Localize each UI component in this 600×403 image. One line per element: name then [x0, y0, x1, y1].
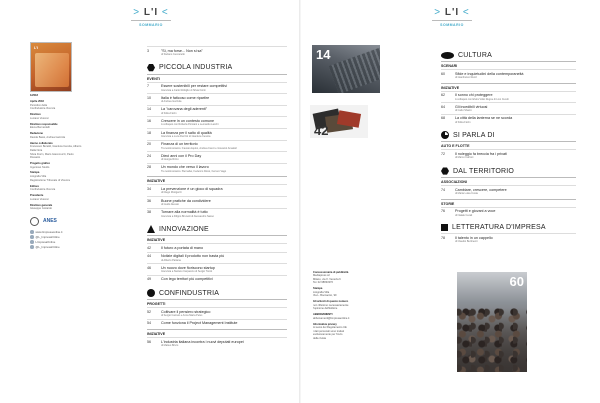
toc-left: [147, 46, 287, 349]
section-title: PICCOLA INDUSTRIA: [159, 64, 233, 72]
imprint-line: Milano, via X. Venezia 6: [313, 277, 341, 281]
meta-line: Silvia Fiorin, Mario Giacomuzzi, Paolo Rossetto: [30, 152, 74, 160]
entry-text: [161, 107, 287, 115]
entry-author: A colloquio con Roberta Porsiani e Leonardo Lacchi: [161, 123, 219, 127]
imprint-line: della rivista: [313, 336, 326, 340]
logo-subtitle: SOMMARIO: [432, 20, 472, 27]
toc-entry[interactable]: [147, 196, 287, 208]
twitter-link[interactable]: @L_ImpresaOnline: [35, 234, 60, 239]
section-header: [441, 224, 576, 231]
entry-title: Un mondo che verso il lavoro: [161, 165, 209, 170]
sidebar: [30, 42, 82, 250]
entry-text: [161, 49, 287, 57]
toc-entry[interactable]: [441, 69, 576, 81]
entry-author: di Stefano Ceccarello: [161, 52, 185, 56]
toc-entry[interactable]: [441, 114, 576, 126]
meta-line: Confindustria Vicenza: [30, 107, 56, 111]
sidebar-meta: 1/2018 Aprile 2018 Periodico della Confindustria Vicenza Direttore Luciano Vescovi Direttore responsabile Elena Bernardelli Redazione Davide Bassi, Andrea Gazzola Hanno collaborato Francesco Beraldi, Gianluca Ceretta, Alberto Dalla Nora Silvia Fiorin, Mario Giacomuzzi, Paolo Rossetto Progetto grafico Ingenioso Studio Stampa Litografia Villa Registrazione Tribunale di Vicenza Editore Confindustria Vicenza Presidente Luciano Vescovi Direttore generale Giuseppe Gottardo: [30, 94, 82, 211]
meta-line: Registrazione Tribunale di Vicenza: [30, 178, 70, 182]
entry-text: [161, 131, 287, 139]
page-number: 42: [147, 245, 151, 250]
entry-author: Intervista a Filippo Brunetti di Alessandro Sasso: [161, 214, 214, 218]
entry-title: Il noleggio fa breccia fra i privati: [455, 151, 507, 156]
entry-author: di Diego Morigazzi: [161, 191, 182, 195]
meta-line: Stampa: [30, 171, 40, 175]
meta-line: Confindustria Vicenza: [30, 188, 56, 192]
entry-author: di Alberto Pattana: [161, 258, 181, 262]
entry-text: [161, 154, 287, 162]
crowd-image: [457, 308, 527, 372]
entry-author: di Carlo Sbarro: [455, 109, 472, 113]
oval-icon: [441, 52, 454, 59]
section-header: [147, 289, 287, 297]
toc-entry[interactable]: [147, 140, 287, 152]
cover-title: L'I: [34, 46, 38, 50]
entry-author: Intervista a Stefano Carpaccio di Sergio Tonini: [161, 270, 213, 274]
toc-entry[interactable]: [147, 275, 287, 283]
entry-author: di Gianfranco Renzi: [455, 75, 477, 79]
entry-text: [161, 254, 287, 262]
page-number: 34: [147, 186, 151, 191]
section-title: LETTERATURA D'IMPRESA: [452, 224, 546, 232]
entry-title: La "carovana degli aderenti": [161, 107, 208, 112]
toc-entry[interactable]: [147, 105, 287, 117]
entry-text: [161, 142, 287, 150]
page-number: 20: [147, 142, 151, 147]
entry-text: [455, 116, 576, 124]
toc-entry[interactable]: [441, 185, 576, 197]
imprint-line: Litografia Villa: [313, 290, 330, 294]
meta-line: Direttore: [30, 113, 41, 117]
page-number: 38: [147, 210, 151, 215]
entry-text: [161, 187, 287, 195]
entry-title: Il talento in un cappello: [455, 235, 493, 240]
hex-icon: [147, 64, 155, 72]
toc-entry[interactable]: [441, 102, 576, 114]
logo-text: L'I: [444, 7, 460, 18]
photo-page-number: 42: [314, 123, 329, 138]
entry-title: "Si, ma forse... Non si sa": [161, 48, 203, 53]
toc-entry[interactable]: [147, 307, 287, 319]
meta-line: Elena Bernardelli: [30, 126, 50, 130]
page-number: 46: [147, 265, 151, 270]
entry-text: [455, 188, 576, 196]
section-title: SI PARLA DI: [453, 131, 495, 139]
page-number: 3: [147, 48, 149, 53]
imprint-line: Via L. Boccaccio, 99: [313, 294, 337, 297]
entry-text: [455, 209, 576, 217]
section-header: [441, 131, 576, 139]
meta-line: Luciano Vescovi: [30, 197, 49, 201]
toc-entry[interactable]: [147, 151, 287, 163]
entry-title: L'industria italiana incontra i nuovi deputati europei: [161, 339, 244, 344]
entry-title: Finanza di un territorio: [161, 142, 198, 147]
entry-title: Crescere in un contesto comune: [161, 118, 215, 123]
imprint-line: Gli articoli di questo numero: [313, 300, 349, 303]
entry-text: [161, 210, 287, 218]
page-number: 72: [441, 151, 445, 156]
meta-line: Direttore responsabile: [30, 122, 58, 126]
entry-title: Dieci anni con il Pro Day: [161, 153, 202, 158]
page-number: 76: [441, 209, 445, 214]
page-number: 64: [441, 104, 445, 109]
entry-text: [161, 340, 287, 348]
logo: > L'I < SOMMARIO: [131, 7, 171, 28]
section-header: [147, 225, 287, 233]
toc-entry[interactable]: [147, 46, 287, 58]
imprint-line: Ai sensi del Regolamento UE: [313, 326, 347, 329]
imprint-column: [313, 268, 405, 340]
toc-entry[interactable]: [147, 243, 287, 251]
imprint-line: Stampa: [313, 287, 323, 290]
imprint-line: Informativa privacy: [313, 322, 337, 326]
entry-text: [161, 266, 287, 274]
page-number: 18: [147, 130, 151, 135]
entry-title: Gli incedibili virtuosi: [455, 104, 488, 109]
toc-entry[interactable]: [441, 91, 576, 103]
imprint-line: esclusivamente per l'invio: [313, 333, 343, 336]
entry-text: [161, 246, 287, 250]
entry-text: [161, 165, 287, 173]
meta-line: Redazione: [30, 132, 43, 136]
page-number: 52: [147, 309, 151, 314]
entry-text: [455, 105, 576, 113]
toc-entry[interactable]: [147, 319, 287, 327]
subsection-title: INIZIATIVE: [147, 176, 287, 183]
globe-icon: [30, 230, 34, 234]
toc-entry[interactable]: [147, 208, 287, 220]
entry-title: Essere sostenibili per restare competitivi: [161, 84, 227, 89]
entry-author: di Andrea Gazzola: [161, 100, 182, 104]
page-number: 78: [441, 235, 445, 240]
imprint-line: i dati personali sono trattati: [313, 329, 344, 333]
entry-author: di Silvia Fiorin: [455, 120, 471, 124]
meta-line: Presidente: [30, 194, 44, 198]
entry-text: [161, 277, 287, 281]
page-number: 7: [147, 84, 149, 89]
magazine-cover: [30, 42, 72, 92]
entry-text: [161, 199, 287, 207]
section-title: INNOVAZIONE: [159, 225, 209, 233]
page-number: 16: [147, 118, 151, 123]
page-number: 54: [147, 321, 151, 326]
meta-line: Davide Bassi, Andrea Gazzola: [30, 135, 66, 139]
page-number: 14: [147, 107, 151, 112]
hex-icon: [441, 167, 449, 175]
entry-title: Il futuro a portata di mano: [161, 245, 204, 250]
page-number: 10: [147, 95, 151, 100]
page-number: 36: [147, 198, 151, 203]
imprint-line: Concessionaria di pubblicità: [313, 270, 349, 274]
subsection-title: STORIE: [441, 199, 576, 206]
pie-icon: [441, 131, 449, 139]
section-header: [441, 52, 576, 59]
section-title: CULTURA: [458, 52, 492, 59]
photo-page-number: 60: [509, 274, 524, 289]
subsection-title: INIZIATIVE: [147, 329, 287, 336]
page-number: 28: [147, 165, 151, 170]
website-link[interactable]: www.limpresaonline.it: [35, 229, 63, 234]
meta-line: Francesco Beraldi, Gianluca Ceretta, Alberto Dalla Nora: [30, 145, 82, 152]
page-number: 62: [441, 93, 445, 98]
photo-14[interactable]: [312, 45, 380, 93]
toc-entry[interactable]: [147, 337, 287, 349]
imprint-line: Mediapress srl: [313, 274, 330, 277]
toc-entry[interactable]: [147, 252, 287, 264]
entry-title: Italia è faticoso come ripartire: [161, 95, 210, 100]
toc-entry[interactable]: [147, 184, 287, 196]
page-number: 68: [441, 116, 445, 121]
meta-line: Luciano Vescovi: [30, 116, 49, 120]
entry-author: Intervista a Luca Ruzzini di Gianluca Ceretta: [161, 134, 211, 138]
meta-line: Ingenioso Studio: [30, 165, 50, 169]
subsection-title: PROGETTI: [147, 299, 287, 306]
logo: > L'I < SOMMARIO: [432, 7, 472, 28]
toc-entry[interactable]: [147, 116, 287, 128]
facebook-icon: [30, 240, 34, 244]
entry-text: [455, 236, 576, 244]
entry-author: di Maria Luisa Costa: [455, 191, 478, 195]
entry-title: Il sonno chi proteggere: [455, 93, 493, 98]
entry-text: [161, 321, 287, 325]
toc-entry[interactable]: [147, 82, 287, 94]
meta-line: Litografia Villa: [30, 175, 47, 179]
entry-title: Con lego territori più competitivi: [161, 277, 213, 282]
seal-icon: [30, 217, 39, 226]
instagram-icon: [30, 245, 34, 249]
meta-line: Aprile 2018: [30, 100, 44, 104]
social-links: [30, 230, 82, 250]
meta-line: Progetto grafico: [30, 161, 51, 165]
section-header: [147, 64, 287, 72]
entry-author: di Silvia Fiorin: [161, 111, 177, 115]
entry-title: Progetti e giovani a voce: [455, 209, 496, 214]
photo-60[interactable]: [457, 272, 527, 372]
cover-illustration: [35, 53, 69, 87]
instagram-link[interactable]: @L_ImpresaOnline: [35, 244, 60, 249]
imprint-line: Tel. 02 68833376: [313, 281, 333, 284]
entry-author: Tra testimonianze: Fausto Aquino, Andrea Canci e Giovanni Amadori: [161, 146, 238, 150]
entry-author: di Sergio Carraro e Anna Maria Pelus: [161, 314, 203, 318]
entry-title: Come funziona il Project Management Institute: [161, 321, 238, 326]
toc-right: [441, 46, 576, 245]
page-number: 74: [441, 187, 445, 192]
entry-text: [161, 96, 287, 104]
subsection-title: SCENARI: [441, 61, 576, 68]
subsection-title: ASSOCIAZIONI: [441, 177, 576, 184]
toc-entry[interactable]: [441, 233, 576, 245]
twitter-icon: [30, 235, 34, 239]
entry-author: di Marco Cafroni: [455, 156, 474, 160]
meta-line: Hanno collaborato: [30, 141, 53, 145]
imprint-line: ABBONAMENTI: [313, 313, 333, 316]
entry-author: di Giorgia Rizzo: [161, 158, 179, 162]
logo-text: L'I: [143, 7, 159, 18]
sq-icon: [441, 224, 448, 231]
toc-entry[interactable]: [147, 263, 287, 275]
entry-title: La città della lanterna se ne scorda: [455, 116, 513, 121]
imprint-line: abbonamenti@limpresaonline.it: [313, 316, 350, 320]
toc-entry[interactable]: [147, 163, 287, 175]
meta-line: Direttore generale: [30, 203, 53, 207]
imprint-line: l'opinione dell'Editore: [313, 307, 338, 310]
subsection-title: INIZIATIVE: [147, 235, 287, 242]
meta-line: Editore: [30, 184, 39, 188]
entry-text: [161, 119, 287, 127]
subsection-title: EVENTI: [147, 74, 287, 81]
section-title: CONFINDUSTRIA: [159, 289, 220, 297]
anes-badge: ANES: [43, 218, 57, 225]
entry-text: [161, 310, 287, 318]
page-number: 49: [147, 277, 151, 282]
imprint-line: non riflettono necessariamente: [313, 303, 349, 307]
entry-text: [455, 72, 576, 80]
meta-line: Periodico della: [30, 103, 48, 107]
entry-author: di Guido Alessio: [161, 203, 179, 206]
logo-subtitle: SOMMARIO: [131, 20, 171, 27]
page-number: 60: [441, 71, 445, 76]
entry-title: La prevenzione è un gioco di squadra: [161, 186, 223, 191]
entry-title: Sfide e inquietudini della contemporaneità: [455, 71, 524, 76]
photo-42[interactable]: [310, 105, 368, 138]
entry-author: di Natale Cerati: [455, 213, 473, 217]
meta-line: Giuseppe Gottardo: [30, 207, 52, 211]
entry-author: Tre testimonianze: Bernabei, Federico Rossi, Ferrero Vago: [161, 169, 227, 173]
badges: [30, 217, 82, 226]
subsection-title: INIZIATIVE: [441, 83, 576, 90]
page-number: 24: [147, 153, 151, 158]
entry-title: Tornare alla normalità è tutto: [161, 210, 208, 215]
entry-title: Un nuovo dove fioriscono startup: [161, 265, 215, 270]
subsection-title: AUTO E FLOTTE: [441, 141, 576, 148]
entry-author: A colloquio con Elvira Volto Regne di Lino Cucoli: [455, 97, 509, 101]
toc-entry[interactable]: [441, 149, 576, 161]
toc-entry[interactable]: [441, 207, 576, 219]
page-number: 56: [147, 339, 151, 344]
page-number: 44: [147, 254, 151, 259]
entry-title: Coltivare il pensiero strategico: [161, 309, 211, 314]
toc-entry[interactable]: [147, 128, 287, 140]
toc-entry[interactable]: [147, 93, 287, 105]
circ-icon: [147, 289, 155, 297]
entry-text: [161, 84, 287, 92]
entry-author: Intervista a Carlo Robiglio di Silvia Fiorin: [161, 88, 206, 92]
section-title: DAL TERRITORIO: [453, 167, 515, 175]
entry-title: Notizie digitali il prodotto non basta più: [161, 254, 225, 259]
tri-icon: [147, 225, 155, 233]
entry-title: Buone pratiche da condividere: [161, 198, 211, 203]
entry-text: [455, 152, 576, 160]
photo-page-number: 14: [316, 47, 331, 62]
entry-author: di Matteo Brivio: [161, 344, 179, 348]
facebook-link[interactable]: LImpresaOnline: [35, 239, 56, 244]
entry-text: [455, 93, 576, 101]
section-header: [441, 167, 576, 175]
entry-title: La finanza per il salto di qualità: [161, 130, 212, 135]
entry-title: Cambiare, crescere, competere: [455, 187, 507, 192]
entry-author: di Claudio Bertinenti: [455, 240, 478, 244]
